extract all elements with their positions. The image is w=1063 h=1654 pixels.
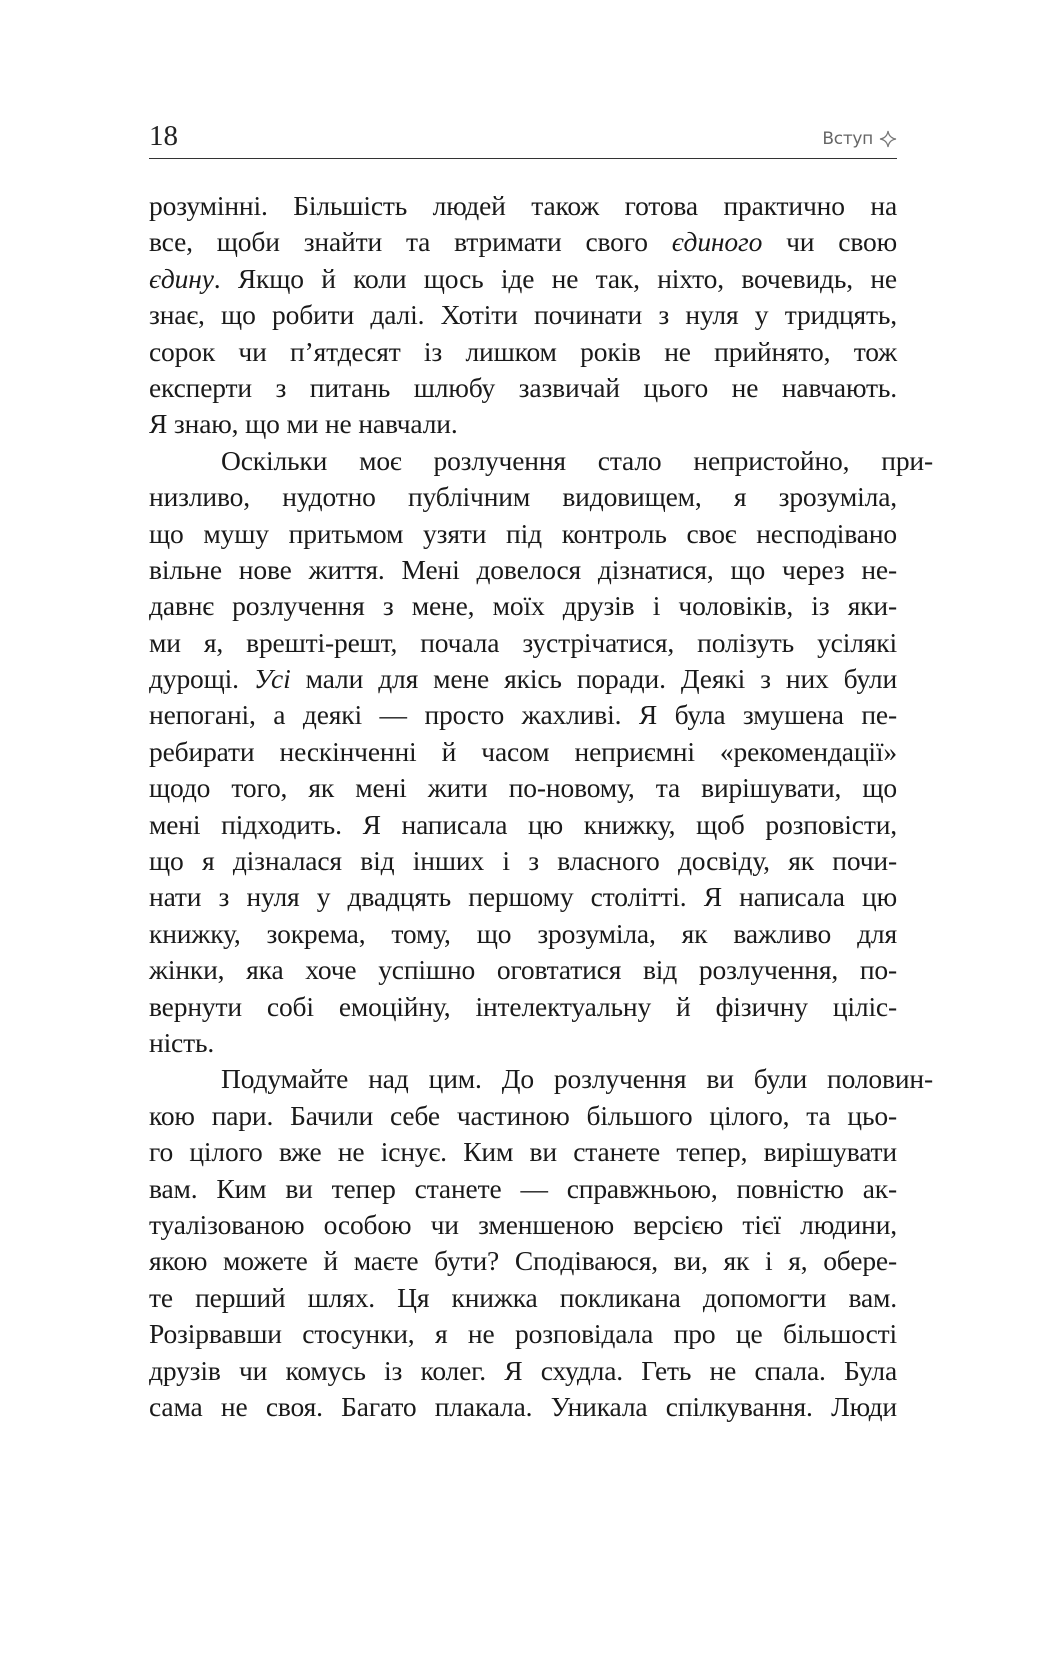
text-line [149,188,897,224]
text-segment: . Якщо й коли щось іде не так, ніхто, вочевидь, не [213,262,897,294]
text-line [149,1134,897,1170]
text-line [149,952,897,988]
text-segment: що я дізналася від інших і з власного досвіду, як почи- [149,845,897,877]
text-line [149,552,897,588]
text-segment: книжку, зокрема, тому, що зрозуміла, як важливо для [149,917,897,949]
italic-emphasis: єдиного [671,226,763,258]
paragraph [149,443,933,1062]
text-segment: ність. [149,1026,215,1058]
text-line [149,370,897,406]
text-segment: нати з нуля у двадцять першому столітті. Я написала цю [149,881,897,913]
text-segment: ми я, врешті-решт, почала зустрічатися, полізуть усілякі [149,626,897,658]
text-segment: Оскільки моє розлучення стало непристойно, при- [221,444,933,476]
text-segment: вернути собі емоційну, інтелектуальну й фізичну ціліс- [149,990,897,1022]
text-line [149,1280,897,1316]
text-line [149,1389,897,1425]
text-line [149,879,897,915]
text-segment: мені підходить. Я написала цю книжку, щоб розповісти, [149,808,897,840]
text-line [149,406,897,442]
text-line [149,1025,897,1061]
italic-emphasis: єдину [149,262,214,294]
text-line [149,1061,933,1097]
text-line [149,443,933,479]
italic-emphasis: Усі [253,663,291,695]
text-line [149,661,897,697]
text-segment: дурощі. [149,663,254,695]
page-number: 18 [149,120,178,152]
text-segment: го цілого вже не існує. Ким ви станете тепер, вирішувати [149,1136,897,1168]
paragraph [149,188,897,443]
text-line [149,261,897,297]
text-segment: низливо, нудотно публічним видовищем, я зрозуміла, [149,481,897,513]
text-segment: туалізованою особою чи зменшеною версією тієї людини, [149,1208,897,1240]
text-line [149,916,897,952]
text-segment: розумінні. Більшість людей також готова практично на [149,190,897,221]
text-segment: те перший шлях. Ця книжка покликана допомогти вам. [149,1281,897,1313]
text-segment: жінки, яка хоче успішно оговтатися від розлучення, по- [149,954,897,986]
text-line [149,625,897,661]
text-segment: непогані, а деякі — просто жахливі. Я була змушена пе- [149,699,897,731]
text-segment: знає, що робити далі. Хотіти починати з нуля у тридцять, [149,299,897,331]
text-line [149,479,897,515]
text-line [149,1207,897,1243]
text-line [149,807,897,843]
text-segment: щодо того, як мені жити по-новому, та вирішувати, що [149,772,897,804]
text-line [149,516,897,552]
text-line [149,1171,897,1207]
text-segment: кою пари. Бачили себе частиною більшого цілого, та цьо- [149,1099,897,1131]
text-line [149,297,897,333]
text-segment: вільне нове життя. Мені довелося дізнатися, що через не- [149,553,897,585]
running-head-title: Вступ [822,129,873,149]
text-segment: ребирати нескінченні й часом неприємні «рекомендації» [149,735,897,767]
text-line [149,989,897,1025]
text-line [149,588,897,624]
text-segment: чи свою [762,226,897,258]
text-segment: сорок чи п’ятдесят із лишком років не прийнято, тож [149,335,897,367]
text-segment: вам. Ким ви тепер станете — справжньою, повністю ак- [149,1172,897,1204]
text-line [149,1353,897,1389]
text-segment: все, щоби знайти та втримати свого [149,226,672,258]
text-line [149,697,897,733]
text-line [149,1098,897,1134]
text-segment: Розірвавши стосунки, я не розповідала про це більшості [149,1318,897,1350]
page-header [149,118,897,159]
text-segment: Я знаю, що ми не навчали. [149,408,458,440]
text-line [149,224,897,260]
text-line [149,334,897,370]
text-segment: сама не своя. Багато плакала. Уникала спілкування. Люди [149,1390,897,1422]
text-segment: Подумайте над цим. До розлучення ви були половин- [221,1063,933,1095]
paragraph [149,1061,933,1425]
text-line [149,734,897,770]
four-point-star-icon [879,130,897,148]
text-line [149,1316,897,1352]
text-segment: друзів чи комусь із колег. Я схудла. Геть не спала. Була [149,1354,897,1386]
running-head [822,128,897,150]
text-segment: давнє розлучення з мене, моїх друзів і чоловіків, із яки- [149,590,897,622]
text-segment: що мушу притьмом узяти під контроль своє несподівано [149,517,897,549]
text-line [149,843,897,879]
text-segment: експерти з питань шлюбу зазвичай цього не навчають. [149,371,897,403]
body-text [149,188,933,1425]
text-segment: мали для мене якісь поради. Деякі з них були [290,663,898,695]
text-line [149,770,897,806]
text-line [149,1243,897,1279]
text-segment: якою можете й маєте бути? Сподіваюся, ви, як і я, обере- [149,1245,897,1277]
